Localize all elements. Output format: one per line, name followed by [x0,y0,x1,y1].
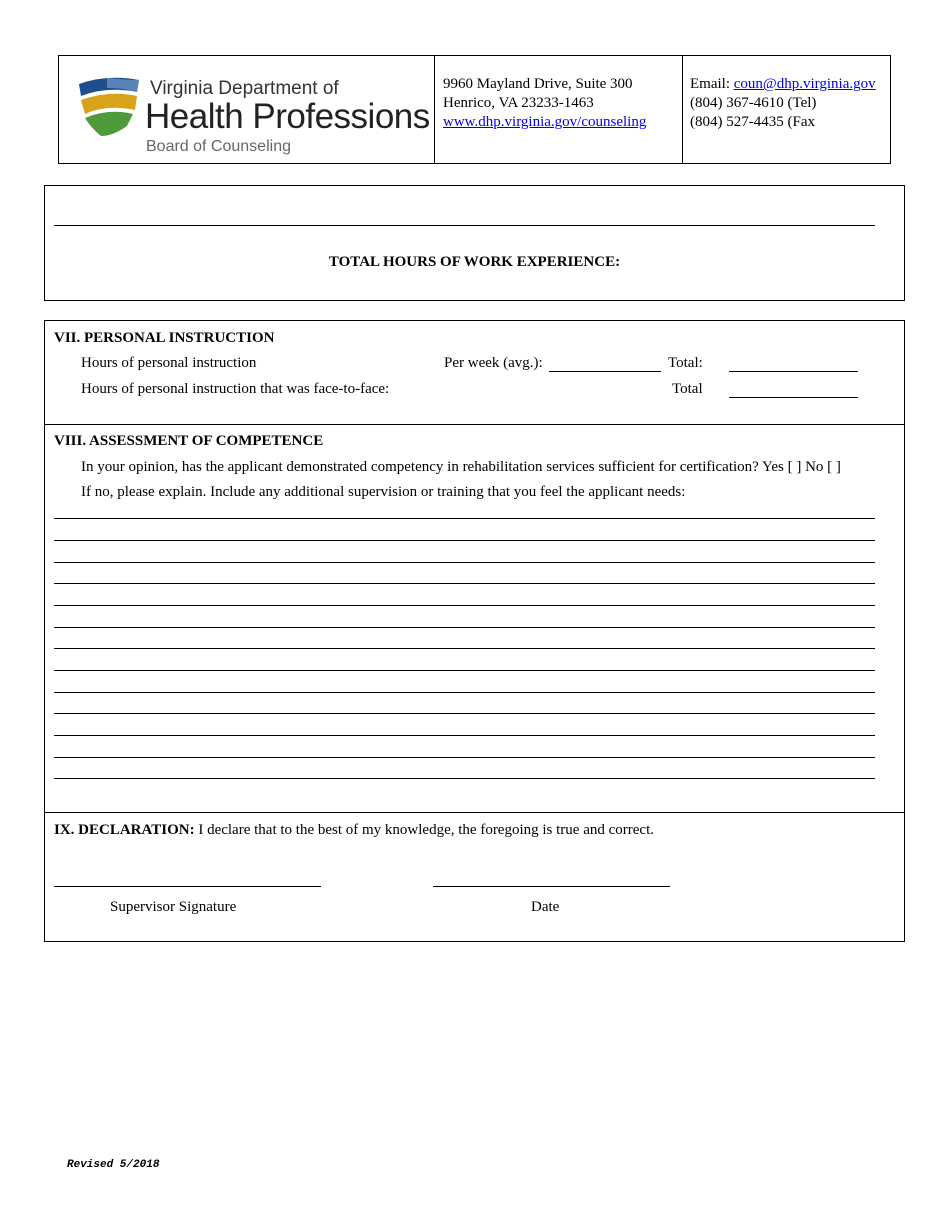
email-label: Email: [690,76,734,92]
section-divider [45,812,904,813]
work-experience-line[interactable] [54,225,875,226]
website-link[interactable]: www.dhp.virginia.gov/counseling [443,114,647,130]
explanation-line[interactable] [54,757,875,758]
explanation-line[interactable] [54,713,875,714]
explanation-line[interactable] [54,778,875,779]
total-face-to-face-label: Total [672,381,703,397]
revision-note: Revised 5/2018 [67,1159,160,1171]
address-cell [435,56,683,163]
logo-text-line3: Board of Counseling [146,138,291,155]
per-week-label: Per week (avg.): [444,355,543,371]
logo-text-line2: Health Professions [145,97,430,136]
explanation-line[interactable] [54,627,875,628]
total-label: Total: [668,355,703,371]
explanation-line[interactable] [54,648,875,649]
explanation-line[interactable] [54,518,875,519]
logo-cell [59,56,435,163]
explanation-line[interactable] [54,735,875,736]
total-hours-field[interactable] [729,355,858,372]
face-to-face-hours-label: Hours of personal instruction that was face-to-face: [81,381,390,397]
email-link[interactable]: coun@dhp.virginia.gov [733,76,876,92]
competency-question: In your opinion, has the applicant demonstrated competency in rehabilitation services sufficient for certification? Yes [ ] No [ ] [81,459,841,475]
logo-text-line1: Virginia Department of [150,78,339,99]
address-line1: 9960 Mayland Drive, Suite 300 [443,76,633,92]
per-week-field[interactable] [549,355,661,372]
explain-instruction: If no, please explain. Include any additional supervision or training that you feel the applicant needs: [81,484,686,500]
personal-instruction-hours-label: Hours of personal instruction [81,355,257,371]
date-label: Date [531,899,560,915]
explanation-line[interactable] [54,562,875,563]
section-divider [45,424,904,425]
explanation-line[interactable] [54,692,875,693]
supervisor-signature-line[interactable] [54,886,321,887]
supervisor-signature-label: Supervisor Signature [110,899,237,915]
explanation-line[interactable] [54,670,875,671]
explanation-line[interactable] [54,583,875,584]
total-face-to-face-field[interactable] [729,381,858,398]
fax: (804) 527-4435 (Fax [690,114,815,130]
address-line2: Henrico, VA 23233-1463 [443,95,594,111]
declaration [54,822,654,839]
form-sections-box [44,320,905,942]
telephone: (804) 367-4610 (Tel) [690,95,817,111]
section-personal-instruction-title: VII. PERSONAL INSTRUCTION [54,330,275,346]
date-line[interactable] [433,886,670,887]
explanation-line[interactable] [54,540,875,541]
explanation-line[interactable] [54,605,875,606]
contact-cell [683,56,892,163]
section-assessment-title: VIII. ASSESSMENT OF COMPETENCE [54,433,324,449]
declaration-statement: I declare that to the best of my knowledge, the foregoing is true and correct. [194,822,654,838]
letterhead [58,55,891,164]
work-experience-box [44,185,905,301]
dhp-logo-icon [77,76,143,138]
section-declaration-title: IX. DECLARATION: [54,822,195,838]
total-hours-work-experience-label: TOTAL HOURS OF WORK EXPERIENCE: [328,254,621,270]
